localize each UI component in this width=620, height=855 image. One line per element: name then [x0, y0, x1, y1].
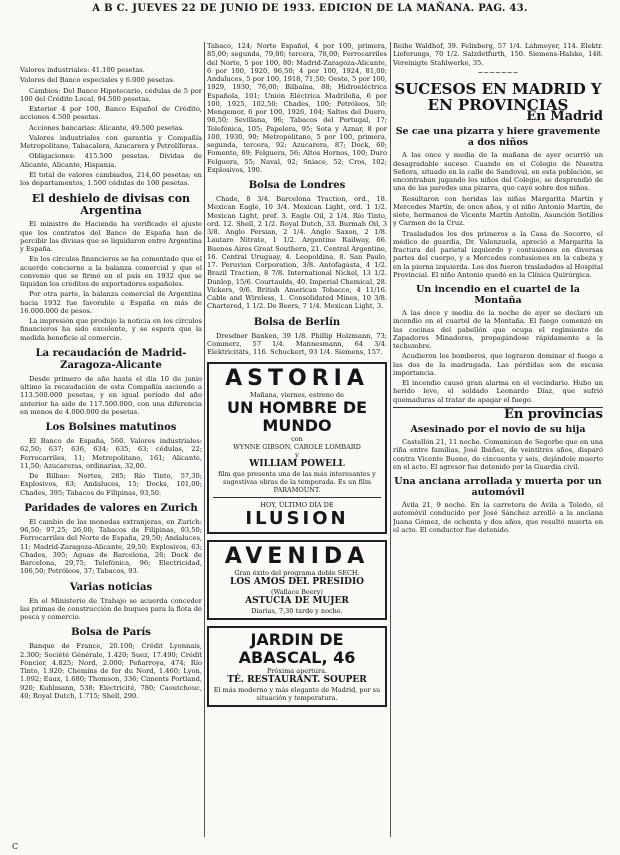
ad-text: Próxima apertura. — [266, 667, 328, 676]
paragraph: Tabaco, 124; Norte Español, 4 por 100, primera, 85,00; segunda, 79,00; tercera, 78,00; Ferrocarriles del Norte, 5 por 100, 80; Madrid-Zaragoza-Alicante, 6 por 100, 1920, 96,50; 4 por 100, 1924, 81,00; Andaluces, 5 por 100, 1918, 71,50; Oeste, 5 por 100, 1929, 1930, 76,00; Bilbaína, 88; Hidroeléctrica Española, 101; Unión Eléctrica Madrileña, 6 por 100, 1925, 102,50; Chades, 100; Petróleos, 50; Mengemor, 6 por 100, 1926, 104; Saltos del Duero, 98,50; Sevillana, 96; Tabacos del Portugal, 17; Telefónica, 105; Papelera, 95; Sota y Aznar, 8 por 100, 1930, 90; Metropolitano, 5 por 100, primera, segunda, tercera, 92; Azucarera, 87; Dock, 60; Fomento, 69; Felguera, 56; Altos Hornos, 100; Duro Felguera, 55; Naval, 92; Sniace, 52; Cros, 102; Explosivos, 190. — [207, 42, 387, 174]
ad-text: Gran éxito del programa doble SECH. — [234, 569, 360, 578]
ad-text: (Wallace Beery) — [271, 588, 323, 597]
paragraph: Obligaciones: 415.500 pesetas. Dívidas de Alicante, Alicante, Hispania. — [20, 152, 202, 169]
section-title: El deshielo de divisas con Argentina — [31, 192, 191, 218]
section-title: Bolsa de París — [71, 627, 151, 639]
paragraph: Desde primero de año hasta el día 10 de junio último la recaudación de esta Compañía asciende a 113.500.000 pesetas, y en igual período del año anterior ha sido de 117.500.000, con una diferencia en menos de 4.000.000 de pesetas. — [20, 374, 202, 416]
paragraph: Ávila 21, 9 noche. En la carretera de Ávila a Toledo, el automóvil conducido por José Sánchez arrolló a la anciana Juana Gómez, de ochenta y dos años, que resultó muerta en el acto. El conductor fue detenido. — [393, 501, 603, 534]
paragraph: Chade, 8 3/4. Barcelona Traction, ord., 18. Mexican Eagle, 10 3/4. Mexican Light, ord. 1 1/2. Mexican Light, pref. 3. Eagle Oil, 2 1/4. Río Tinto, ord. 12. Shell, 2 1/2. Royal Dutch, 33. Burmah Oil, 3 3/8. Anglo Persian, 2 1/4. Anglo Saxon, 2 1/8. Lautaro Nitrate, 1 1/2. Argentine Railway, 66. Buenos Aires Great Southern, 21. Central Argentine, 16. Central Uruguay, 4. Leopoldina, 8. San Paulo, 17. Peruvian Corporation, 3/8. Antofagasta, 4 1/2. Brazil Traction, 8 7/8. International Nickel, 13 1/2. Dunlop, 15/6. Courtaulds, 40. Imperial Chemical, 28. Vickers, 9/6. British American Tobacco, 4 11/16. Cable and Wireless, 1. Consolidated Mines, 10 3/8. Chartered, 1 1/2. De Beers, 7 1/4. Mexican Light, 3. — [207, 195, 387, 311]
paragraph: Acudieron los bomberos, que lograron dominar el fuego a las dos de la madrugada. Las pérdidas son de escasa importancia. — [393, 352, 603, 377]
section-subtitle: En provincias — [503, 406, 603, 422]
ad-text: Diarias, 7,30 tarde y noche. — [251, 607, 343, 616]
paragraph: Valores industriales con garantía y Compañía Metropolitano, Tabacalera, Azucarera y Petrolíferas. — [20, 133, 202, 150]
paragraph: La impresión que produjo la noticia en los círculos financieros ha sido excelente, y se espera que la medida beneficie al comercio. — [20, 317, 202, 342]
paragraph: Banque de France, 20.100; Crédit Lyonnais, 2.300; Société Générale, 1.420; Suez, 17.490; Crédit Foncier, 4.825; Nord, 2.000; Peñarroya, 474; Río Tinto, 1.920; Chemins de fer du Nord, 1.460; Lyon, 1.092; Eaux, 1.680; Thomson, 336; Ciments Portland, 920; Kuhlmann, 538; Electricité, 780; Caoutchouc, 40; Royal Dutch, 1.715; Shell, 290. — [20, 642, 202, 700]
paragraph: En los círculos financieros se ha comentado que el acuerdo concierne a la balanza comercial y que el convenio que se firmó en el país en 1932 que se liquidan los créditos de exportadores españoles. — [20, 255, 202, 288]
section-title: La recaudación de Madrid-Zaragoza-Alicante — [35, 347, 187, 371]
paragraph: El Banco de España, 560. Valores industriales: 62,50; 637; 636, 634; 635, 63; cédulas, 22; Ferrocarriles, 11; Metropolitano, 161; Alicante, 11,50; Azucareras, ordinarias, 32,00. — [20, 437, 202, 470]
column-rule — [390, 42, 391, 837]
ornament: ~~~~~~~ — [477, 68, 519, 77]
paragraph: Castellón 21, 11 noche. Comunican de Segorbe que en una riña entre familias, José Ibáñez, de veintitrés años, disparó contra Vicente Bueno, de cincuenta y seis, dejándole muerto en el acto. El agresor fue detenido por la Guardia civil. — [393, 438, 603, 471]
paragraph: Dresdner Banken, 39 1/8. Phillip Holzmann, 73; Commerz, 57 1/4. Mannesmann, 64 3/4. Elektricitäts, 116. Schuckert, 93 1/4. Siemens, 157. — [207, 331, 387, 356]
paragraph: Trasladados los dos primeros a la Casa de Socorro, el médico de guardia, Dr. Valenzuela, apreció a Margarita la fractura del parietal izquierdo y contusiones en diversas partes del cuerpo, y a Mercedes contusiones en la cabeza y en la pierna izquierda. Los dos fueron trasladados al Hospital Provincial. El niño Antonio quedó en la Clínica Quirúrgica. — [393, 229, 603, 279]
ad-film-title: UN HOMBRE DE MUNDO — [226, 398, 368, 436]
advertisement-avenida — [207, 540, 387, 620]
paragraph: El total de valores cambiados, 214,60 pesetas; en los departamentos, 1.500 cédulas de 100 pesetas. — [20, 170, 202, 187]
section-title: Un incendio en el cuartel de la Montaña — [416, 284, 580, 306]
column-left — [20, 66, 202, 836]
ad-film-title: LOS AMOS DEL PRESIDIO — [229, 577, 364, 588]
paragraph: Resultaron con heridas las niñas Margarita Martín y Mercedes Martín, de once años, y el niño Antonio Martín, de siete, hermanos de Vicente Martín Antolín, Asunción Sotillos y Carmen de la Cruz. — [393, 194, 603, 228]
ad-film-title: ILUSION — [245, 508, 349, 530]
ad-title: ASTORIA — [225, 366, 369, 392]
advertisement-jardin — [207, 626, 387, 707]
column-right — [393, 42, 603, 812]
divider — [213, 497, 381, 498]
paragraph: Acciones bancarias: Alicante, 49.500 pesetas. — [29, 123, 185, 132]
page-footer-mark: C — [12, 842, 19, 851]
ad-star: WILLIAM POWELL — [249, 459, 345, 470]
paragraph: Valores industriales: 41.100 pesetas. — [20, 66, 145, 74]
section-title: Una anciana arrollada y muerta por un automóvil — [394, 476, 602, 498]
section-title: Bolsa de Londres — [248, 180, 346, 191]
paragraph: El ministro de Hacienda ha verificado el ajuste que los contratos del Banco de España han de percibir las divisas que se liquidaron entre Argentina y España. — [20, 220, 202, 253]
paragraph: A las doce y media de la noche de ayer se declaró un incendio en el cuartel de la Montaña. El fuego comenzó en las cocinas del pabellón que ocupa el regimiento de Zapadores Minadores, propagándose rápidamente a la techumbre. — [393, 309, 603, 350]
paragraph: Reihe Waldhof, 39. Felixberg, 57 1/4. Lahmeyer, 114. Elektr. Lieferungs, 70 1/2. Salzdetfurth, 150. Siemens-Halske, 148. Vereinigte Stahlwerke, 35. — [393, 42, 603, 67]
section-title: Los Bolsines matutinos — [45, 422, 177, 433]
headline: SUCESOS EN MADRID Y EN PROVINCIAS — [394, 80, 602, 114]
section-title: Varias noticias — [69, 581, 153, 593]
ad-text: con — [291, 435, 303, 444]
section-title: Asesinado por el novio de su hija — [410, 424, 586, 435]
ad-text: film que presenta una de las más interesantes y sugestivas obras de la temporada. Es un film PARAMOUNT. — [218, 470, 376, 495]
advertisement-astoria — [207, 362, 387, 534]
paragraph: El cambio de las monedas extranjeras, en Zurich: 96,50; 97,25; 26,00; Tabacos de Filipinas, 93,50; Ferrocarriles del Norte de España, 29,50; Andaluces, 11; Madrid-Zaragoza-Alicante, 29,50; Explosivos, 63; Chades, 395; Aguas de Barcelona, 26; Dock de Barcelona, 29,75; Telefónica, 96; Electricidad, 106,50; Petróleos, 37; Tabacos, 93. — [20, 517, 202, 576]
paragraph: Valores del Banco especiales y 6.000 pesetas. — [20, 76, 175, 85]
ad-text: y — [295, 451, 299, 460]
ad-title: JARDIN DE ABASCAL, 46 — [238, 630, 356, 668]
ad-text: TÉ. RESTAURANT. SOUPER — [227, 675, 367, 686]
ad-text: HOY, ÚLTIMO DÍA DE — [260, 501, 334, 510]
ad-text: Mañana, viernes, estreno de — [250, 391, 344, 400]
section-title: Paridades de valores en Zurich — [24, 502, 198, 514]
paragraph: En el Ministerio de Trabajo se acuerda conceder las primas de construcción de buques para la flota de pesca y comercio. — [20, 596, 202, 621]
ad-film-title: ASTUCIA DE MUJER — [245, 596, 349, 607]
section-title: Bolsa de Berlín — [253, 316, 341, 328]
paragraph: A las once y media de la mañana de ayer ocurrió un desagradable suceso. Cuando en el Colegio de Nuestra Señora, situado en la calle de Sandoval, en esta población, se encontraban jugando los niños del Colegio, se desprendió de una de las paredes una pizarra, que cayó sobre dos niños. — [393, 151, 603, 193]
column-middle — [207, 42, 387, 812]
paragraph: Por otra parte, la balanza comercial de Argentina hacia 1932 fue favorable a España en más de 16.000.000 de pesos. — [20, 290, 202, 315]
ad-text: El más moderno y más elegante de Madrid, por su situación y temperatura. — [213, 686, 381, 703]
paragraph: El incendio causó gran alarma en el vecindario. Hubo un herido leve, el soldado Leonardo Díaz, que sufrió quemaduras al tratar de apagar el fuego. — [393, 379, 603, 404]
ad-cast: WYNNE GIBSON, CAROLE LOMBARD — [233, 443, 361, 452]
section-title: Se cae una pizarra y hiere gravemente a dos niños — [395, 126, 601, 149]
section-subtitle: En Madrid — [526, 109, 603, 124]
ad-title: AVENIDA — [224, 544, 370, 570]
paragraph: De Bilbao: Nortes, 285; Río Tinto, 57,30; Explosivos, 63; Andaluces, 15; Docks, 101,00; Chades, 395; Tabacos de Filipinas, 93,50. — [20, 472, 202, 497]
column-rule — [204, 42, 205, 837]
page-header: A B C. JUEVES 22 DE JUNIO DE 1933. EDICION DE LA MAÑANA. PAG. 43. — [92, 3, 528, 14]
paragraph: Exterior 4 por 100, Banco Español de Crédito, acciones 4.500 pesetas. — [20, 105, 202, 122]
paragraph: Cambios: Del Banco Hipotecario, cédulas de 5 por 100 del Crédito Local, 94.500 pesetas. — [20, 86, 202, 103]
